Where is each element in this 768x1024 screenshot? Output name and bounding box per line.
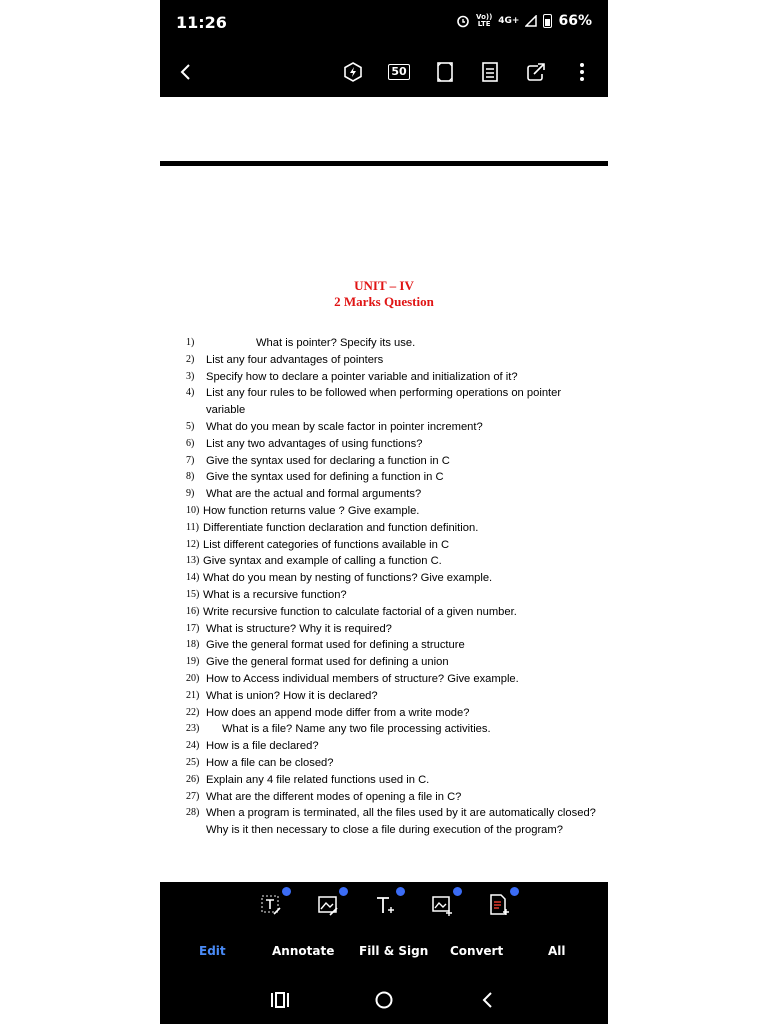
tab-edit[interactable]: Edit [199,944,226,958]
hexagon-bolt-icon [342,61,364,83]
question-item: 8) Give the syntax used for defining a function in C [186,471,444,484]
tab-convert[interactable]: Convert [450,944,504,958]
network-type: 4G+ [498,16,520,26]
back-nav-button[interactable] [476,988,500,1012]
more-options-button[interactable] [568,58,596,86]
battery-icon [543,14,552,28]
chevron-left-icon [178,63,194,81]
question-item: 14) What do you mean by nesting of functions? Give example. [186,572,493,585]
page-count-button[interactable] [385,58,413,86]
edit-image-icon [315,892,341,918]
tab-all[interactable]: All [548,944,566,958]
question-item: 4) List any four rules to be followed when performing operations on pointer variable [186,387,562,417]
marks-subheading: 2 Marks Question [334,294,434,309]
question-item: 3) Specify how to declare a pointer variable and initialization of it? [186,370,518,383]
add-image-tool[interactable] [429,892,457,920]
edit-tools-bar [160,882,608,930]
tab-annotate[interactable]: Annotate [272,944,335,958]
question-item: 24) How is a file declared? [186,740,319,753]
question-item: 11) Differentiate function declaration and function definition. [186,521,479,534]
pdf-page [160,97,608,882]
share-button[interactable] [522,58,550,86]
home-button[interactable] [372,988,396,1012]
status-icons [456,13,592,29]
add-page-tool[interactable] [486,892,514,920]
question-item: 23) What is a file? Name any two file processing activities. [186,723,491,736]
reading-mode-button[interactable] [476,58,504,86]
volte-indicator: Vo)) LTE [476,13,493,28]
question-item: 13) Give syntax and example of calling a function C. [186,555,442,568]
new-feature-dot [452,886,463,897]
tab-fill-sign[interactable]: Fill & Sign [359,944,429,958]
home-circle-icon [372,988,396,1012]
unit-heading: UNIT – IV [354,278,414,293]
question-item: 1) What is pointer? Specify its use. [186,337,416,349]
status-time: 11:26 [176,13,227,32]
page-view-icon [435,61,455,83]
question-item: 16) Write recursive function to calculate factorial of a given number. [186,605,517,618]
alarm-icon [456,14,470,28]
chevron-left-icon [476,988,500,1012]
more-vertical-icon [579,62,585,82]
back-button[interactable] [172,58,200,86]
question-item: 7) Give the syntax used for declaring a function in C [186,454,450,467]
question-item: 21) What is union? How it is declared? [186,689,378,702]
question-item: 26) Explain any 4 file related functions used in C. [186,773,430,786]
share-icon [525,62,547,82]
recent-apps-button[interactable] [268,988,292,1012]
edit-text-tool[interactable] [258,892,286,920]
phone-screen [160,0,608,1024]
system-nav-bar [160,974,608,1024]
add-text-icon [372,892,398,918]
new-feature-dot [338,886,349,897]
question-item: 10) How function returns value ? Give example. [186,504,420,517]
battery-percent: 66% [558,13,592,29]
document-list-icon [480,61,500,83]
recent-apps-icon [268,988,292,1012]
add-text-tool[interactable] [372,892,400,920]
question-item: 5) What do you mean by scale factor in pointer increment? [186,420,483,433]
question-item: 20) How to Access individual members of structure? Give example. [186,672,519,685]
question-list [186,335,606,839]
new-feature-dot [395,886,406,897]
question-item: 15) What is a recursive function? [186,588,347,601]
signal-icon [525,15,537,27]
top-toolbar [160,48,608,96]
ai-assistant-button[interactable] [339,58,367,86]
question-item: 12) List different categories of functions available in C [186,538,450,551]
question-item: 6) List any two advantages of using functions? [186,437,423,450]
question-item: 22) How does an append mode differ from a write mode? [186,706,470,719]
question-item: 28) When a program is terminated, all the files used by it are automatically closed? Why is it then necessary to close a file during execution of the program? [186,807,596,837]
mode-tabs [160,930,608,974]
status-bar [160,0,608,48]
question-item: 9) What are the actual and formal arguments? [186,488,422,501]
question-item: 19) Give the general format used for defining a union [186,656,449,669]
question-item: 25) How a file can be closed? [186,756,334,769]
new-feature-dot [281,886,292,897]
question-item: 27) What are the different modes of opening a file in C? [186,790,462,803]
page-top-rule [160,161,608,166]
question-item: 17) What is structure? Why it is required? [186,622,392,635]
edit-image-tool[interactable] [315,892,343,920]
question-item: 18) Give the general format used for defining a structure [186,639,465,652]
add-page-icon [486,892,512,918]
question-item: 2) List any four advantages of pointers [186,353,384,366]
new-feature-dot [509,886,520,897]
edit-text-icon [258,892,284,918]
add-image-icon [429,892,455,918]
page-view-button[interactable] [431,58,459,86]
page-count-badge: 50 [388,64,409,80]
